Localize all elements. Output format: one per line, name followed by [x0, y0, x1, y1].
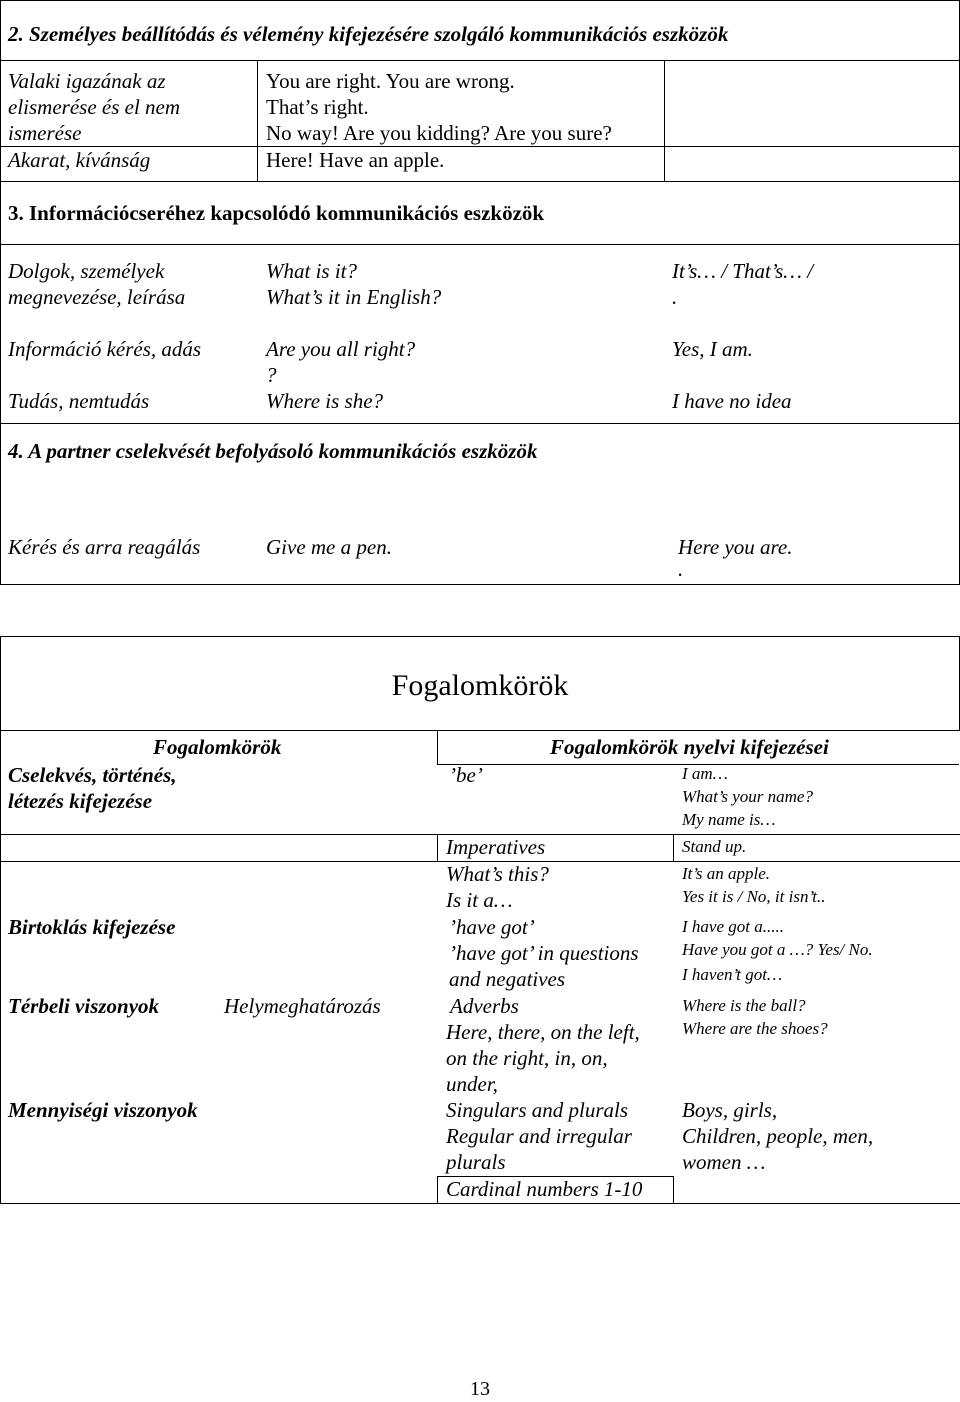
- s3-answer-3: I have no idea: [672, 389, 792, 413]
- fogalom-col-right: Fogalomkörök nyelvi kifejezései: [550, 735, 829, 759]
- fogalom-gram-2: Imperatives: [446, 835, 546, 859]
- fogalom-gram-6: Singulars and plurals Regular and irregular plurals: [446, 1098, 632, 1174]
- fogalom-cat-1: Cselekvés, történés, létezés kifejezése: [8, 763, 177, 813]
- fogalom-ex-2: Stand up.: [682, 837, 747, 856]
- fogalom-ex-4b: I haven’t got…: [682, 965, 783, 984]
- s3-answer-2: Yes, I am.: [672, 337, 753, 361]
- s2-label-1: Valaki igazának az elismerése és el nem ismerése: [8, 69, 181, 145]
- s3-question-3: Where is she?: [266, 389, 384, 413]
- s4-question-1: Give me a pen.: [266, 535, 392, 559]
- section-2-heading: 2. Személyes beállítódás és vélemény kifejezésére szolgáló kommunikációs eszközök: [8, 22, 729, 46]
- s4-answer-1: Here you are. .: [678, 535, 793, 581]
- s2-examples-2: Here! Have an apple.: [266, 148, 445, 172]
- s3-question-1: What is it? What’s it in English?: [266, 259, 442, 309]
- section-4-heading: 4. A partner cselekvését befolyásoló kommunikációs eszközök: [8, 439, 538, 463]
- s2-examples-1: You are right. You are wrong. That’s right. No way! Are you kidding? Are you sure?: [266, 69, 612, 145]
- fogalom-ex-6: Boys, girls, Children, people, men, women …: [682, 1098, 874, 1174]
- fogalom-title: Fogalomkörök: [391, 669, 569, 702]
- fogalom-cat-6: Mennyiségi viszonyok: [8, 1098, 198, 1122]
- fogalom-gram-5: Adverbs Here, there, on the left, on the right, in, on, under,: [446, 994, 640, 1096]
- fogalom-cat-5: Térbeli viszonyok: [8, 994, 160, 1018]
- fogalom-sub-5: Helymeghatározás: [224, 994, 381, 1018]
- s3-label-3: Tudás, nemtudás: [8, 389, 150, 413]
- fogalom-col-left: Fogalomkörök: [153, 735, 282, 759]
- s3-question-2: Are you all right? ?: [266, 337, 416, 387]
- fogalom-ex-4a: I have got a..... Have you got a …? Yes/ No.: [682, 917, 873, 959]
- fogalom-ex-3: It’s an apple. Yes it is / No, it isn’t..: [682, 864, 826, 906]
- fogalom-gram-3: What’s this? Is it a…: [446, 862, 549, 912]
- s3-label-1: Dolgok, személyek megnevezése, leírása: [8, 259, 186, 309]
- page-number: 13: [470, 1378, 490, 1400]
- fogalom-gram-4: ’have got’ ’have got’ in questions and negatives: [449, 915, 639, 991]
- s3-answer-1: It’s… / That’s… / .: [672, 259, 814, 309]
- s2-label-2: Akarat, kívánság: [8, 148, 151, 172]
- s3-label-2: Információ kérés, adás: [8, 337, 202, 361]
- fogalom-ex-5: Where is the ball? Where are the shoes?: [682, 996, 828, 1038]
- fogalom-cat-4: Birtoklás kifejezése: [8, 915, 176, 939]
- section-3-heading: 3. Információcseréhez kapcsolódó kommunikációs eszközök: [8, 201, 545, 225]
- fogalom-ex-1: I am… What’s your name? My name is…: [682, 764, 813, 829]
- fogalom-gram-6b: Cardinal numbers 1-10: [446, 1177, 643, 1201]
- fogalom-gram-1: ’be’: [449, 763, 483, 787]
- s4-label-1: Kérés és arra reagálás: [8, 535, 201, 559]
